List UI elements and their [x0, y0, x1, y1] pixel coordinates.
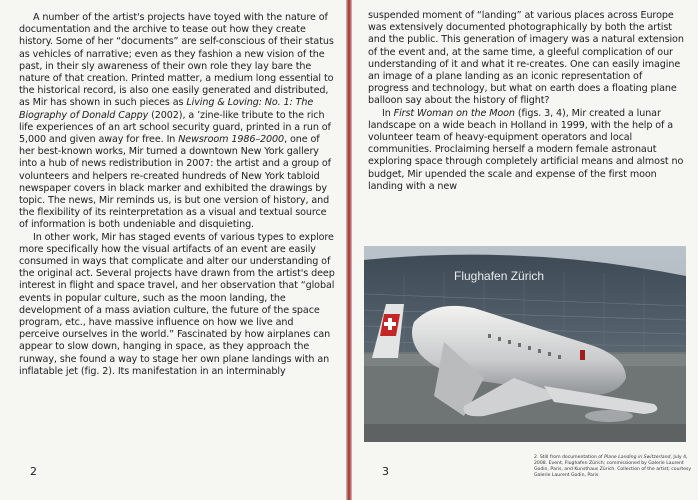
right-page	[352, 0, 698, 500]
right-paragraph-2	[368, 108, 684, 193]
left-paragraph-1	[19, 12, 335, 232]
left-text-column	[19, 12, 335, 378]
page-number-right: 3	[382, 465, 389, 478]
page-number-left: 2	[30, 465, 37, 478]
figure-photo-plane-landing	[364, 246, 686, 442]
text-run: In	[382, 107, 394, 119]
work-title: Living & Loving: No. 1: The Biography of Donald Cappy	[19, 97, 314, 121]
right-text-column	[368, 10, 684, 193]
text-run: (2002), a ’zine-like tribute to the rich life experiences of an art school security guard, printed in a run of 5,000 and given away for free. In	[19, 109, 331, 146]
work-title: First Woman on the Moon	[393, 107, 515, 119]
left-page	[0, 0, 346, 500]
photo-illustration	[364, 246, 686, 442]
caption-text: , July 4, 2008. Event, Flughafen Zürich; commissioned by Galerie Laurent Godin, Paris, and Kunsthaus Zürich. Collection of the artist; courtesy Galerie Laurent Godin, Paris	[534, 455, 692, 478]
figure-caption	[534, 455, 694, 479]
work-title: Newsroom 1986–2000	[178, 134, 285, 146]
caption-text: 2. Still from documentation of	[534, 455, 605, 460]
left-paragraph-2: In other work, Mir has staged events of various types to explore more specifically how the visual artifacts of an event are easily consumed in ways that complicate and alter our understanding of the original act. Several projects have drawn from the artist's deep interest in flight and space travel, and her observation that “global events in popular culture, such as the moon landing, the development of a mass aviation culture, the future of the space program, etc., have massive influence on how we live and perceive ourselves in the world.” Fascinated by how airplanes can appear to slow down, hanging in space, as they approach the runway, she found a way to stage her own plane landings with an inflatable jet (fig. 2). Its manifestation in an interminably	[19, 231, 335, 377]
right-paragraph-1: suspended moment of “landing” at various places across Europe was extensively documented photographically by both the artist and the public. This generation of imagery was a natural extension of the event and, at the same time, a gleeful complication of our understanding of it and what it re-creates. One can easily imagine an image of a plane landing as an iconic representation of progress and technology, but what on earth does a floating plane balloon say about the history of flight?	[368, 10, 684, 107]
text-run: A number of the artist's projects have toyed with the nature of documentation and the archive to tease out how they create history. Some of her “documents” are self-conscious of their status as vehicles of narrative; even as they fashion a new vision of the past, in their sly awareness of their own role they lay bare the nature of that creation. Printed matter, a medium long essential to the historical record, is also one easily generated and distributed, as Mir has shown in such pieces as	[19, 12, 334, 109]
text-run: , one of her best-known works, Mir turned a downtown New York gallery into a hub of news redistribution in 2007: the artist and a group of volunteers and helpers re-created hundreds of New York tabloid newspaper covers in black marker and exhibited the drawings by topic. The news, Mir reminds us, is but one version of history, and the flexibility of its reinterpretation as a visual and textual source of information is both undeniable and disquieting.	[19, 134, 331, 231]
text-run: (figs. 3, 4), Mir created a lunar landscape on a wide beach in Holland in 1999, with the help of a volunteer team of heavy-equipment operators and local communities. Proclaiming herself a modern female astronaut exploring space through completely artificial means and almost no budget, Mir upended the scale and expense of the first moon landing with a new	[368, 107, 684, 192]
caption-work-title: Plane Landing in Switzerland	[604, 455, 671, 460]
airport-sign: Flughafen Zürich	[454, 269, 545, 283]
